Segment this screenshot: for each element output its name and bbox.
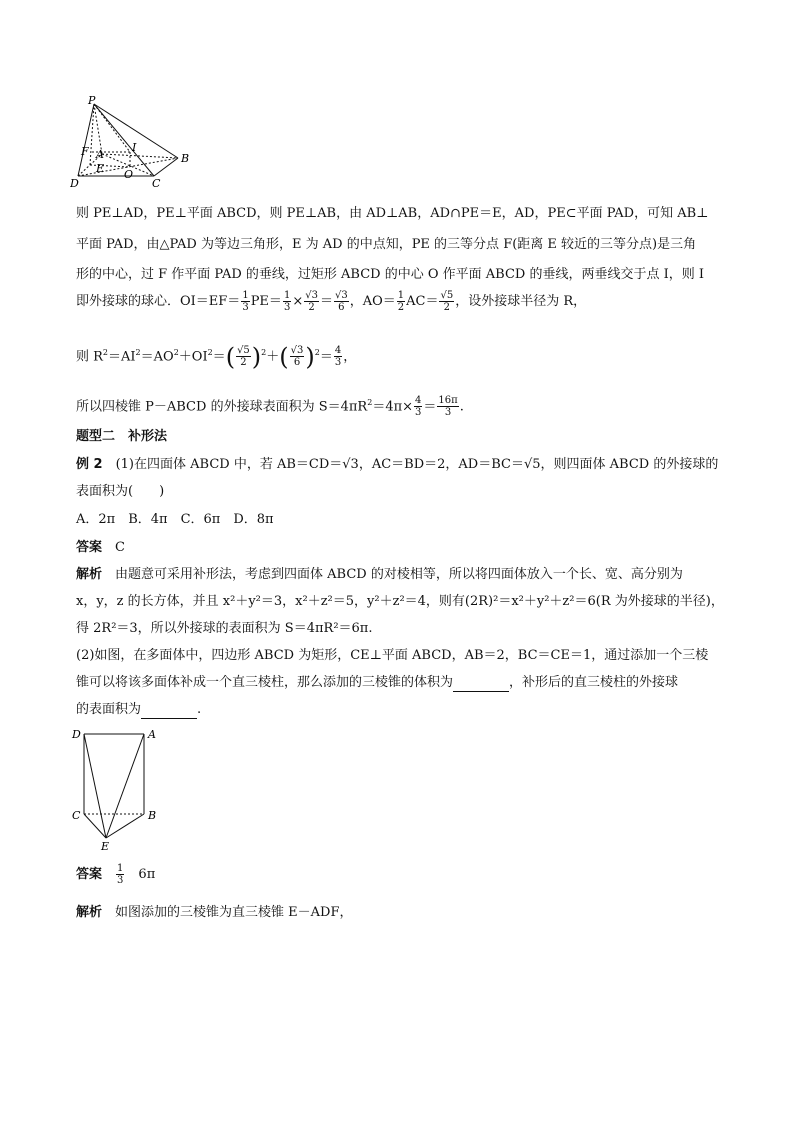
- answer-label: 答案: [76, 867, 103, 882]
- answer-blank-2[interactable]: [141, 705, 197, 719]
- solution-label: 解析: [76, 567, 103, 582]
- solution-line-4: [76, 286, 586, 318]
- section-title: 题型二 补形法: [76, 429, 168, 444]
- example2-question1-line2: 表面积为( ): [76, 484, 165, 499]
- label-d: D: [70, 177, 79, 190]
- answer-blank-1[interactable]: [453, 678, 509, 692]
- answer2: 答案 $\frac{1}{3}$ 6π: [76, 863, 156, 886]
- polyhedron-figure: [70, 726, 170, 852]
- text: ，AO＝: [349, 294, 396, 309]
- solution2: 解析 如图添加的三棱锥为直三棱锥 E－ADF，: [76, 905, 353, 920]
- text: PE＝: [250, 294, 282, 309]
- text: 即外接球的球心．OI＝EF＝: [76, 294, 241, 309]
- example2-question1-line1: 例 2 (1)在四面体 ABCD 中，若 AB＝CD＝√3，AC＝BD＝2，AD＝BC＝√5，则四面体 ABCD 的外接球的: [76, 457, 719, 472]
- fraction: $\frac{1}{3}$: [117, 863, 124, 886]
- fraction: $\frac{4}{3}$: [415, 395, 422, 419]
- label-d: D: [72, 728, 81, 741]
- label-b: B: [181, 152, 190, 165]
- fraction: $\frac{√3}{6}$: [334, 290, 348, 313]
- label-p: P: [88, 94, 96, 107]
- answer-label: 答案: [76, 540, 103, 555]
- example2-solution1-line1: 解析 由题意可采用补形法，考虑到四面体 ABCD 的对棱相等，所以将四面体放入一个长、宽、高分别为: [76, 567, 683, 582]
- example2-question2-line1: (2)如图，在多面体中，四边形 ABCD 为矩形，CE⊥平面 ABCD，AB＝2，BC＝CE＝1，通过添加一个三棱: [76, 648, 709, 663]
- label-c: C: [72, 809, 81, 822]
- example-label: 例 2: [76, 457, 103, 472]
- example2-answer1: 答案 C: [76, 540, 125, 555]
- label-c: C: [152, 177, 161, 190]
- fraction: $\frac{√3}{2}$: [305, 290, 318, 313]
- fraction: $\frac{√5}{2}$: [440, 290, 454, 313]
- fraction: $\frac{4}{3}$: [334, 345, 342, 369]
- example2-question2-line2: 锥可以将该多面体补成一个直三棱柱，那么添加的三棱锥的体积为 ，补形后的直三棱柱的外接球: [76, 675, 679, 690]
- fraction: $\frac{1}{2}$: [397, 290, 405, 313]
- example2-question2-line3: 的表面积为 .: [76, 702, 202, 717]
- fraction: $\frac{16\pi}{3}$: [438, 395, 458, 419]
- text: ×: [292, 294, 304, 309]
- solution-line-2: 平面 PAD，由△PAD 为等边三角形，E 为 AD 的中点知，PE 的三等分点 F(距离 E 较近的三等分点)是三角: [76, 237, 697, 252]
- fraction: $\frac{√3}{6}$: [290, 345, 304, 369]
- label-e: E: [101, 840, 110, 852]
- label-f: F: [81, 145, 89, 158]
- label-o: O: [124, 168, 134, 181]
- solution-label: 解析: [76, 905, 103, 920]
- example2-options: A．2π B．4π C．6π D．8π: [76, 512, 274, 527]
- solution-line-6: 所以四棱锥 P－ABCD 的外接球表面积为 $S=4\pi R^2=4\pi\times$ $\frac{4}{3}$ ＝ $\frac{16\pi}{3}$ .: [76, 395, 464, 419]
- solution-line-5: 则 $R^2=AI^2=AO^2+OI^2=$( $\frac{√5}{2}$ )$^2$＋( $\frac{√3}{6}$ )$^2$＝ $\frac{4}{3}$ ，: [76, 342, 357, 371]
- text: ＝: [319, 294, 333, 309]
- text: AC＝: [406, 294, 439, 309]
- label-a: A: [96, 148, 104, 161]
- label-e: E: [96, 162, 105, 175]
- fraction: $\frac{1}{3}$: [242, 290, 249, 313]
- label-a: A: [148, 728, 156, 741]
- label-b: B: [148, 809, 157, 822]
- fraction: $\frac{√5}{2}$: [237, 345, 250, 369]
- example2-solution1-line3: 得 2R²＝3，所以外接球的表面积为 S＝4πR²＝6π.: [76, 621, 373, 636]
- solution-line-1: 则 PE⊥AD，PE⊥平面 ABCD，则 PE⊥AB，由 AD⊥AB，AD∩PE＝E，AD，PE⊂平面 PAD，可知 AB⊥: [76, 206, 709, 221]
- pyramid-figure: [70, 94, 200, 194]
- label-i: I: [132, 141, 137, 154]
- example2-solution1-line2: x，y，z 的长方体，并且 x²＋y²＝3，x²＋z²＝5，y²＋z²＝4，则有(2R)²＝x²＋y²＋z²＝6(R 为外接球的半径)，: [76, 594, 724, 609]
- text: ，设外接球半径为 R，: [455, 294, 587, 309]
- solution-line-3: 形的中心，过 F 作平面 PAD 的垂线，过矩形 ABCD 的中心 O 作平面 ABCD 的垂线，两垂线交于点 I，则 I: [76, 267, 705, 282]
- fraction: $\frac{1}{3}$: [283, 290, 291, 313]
